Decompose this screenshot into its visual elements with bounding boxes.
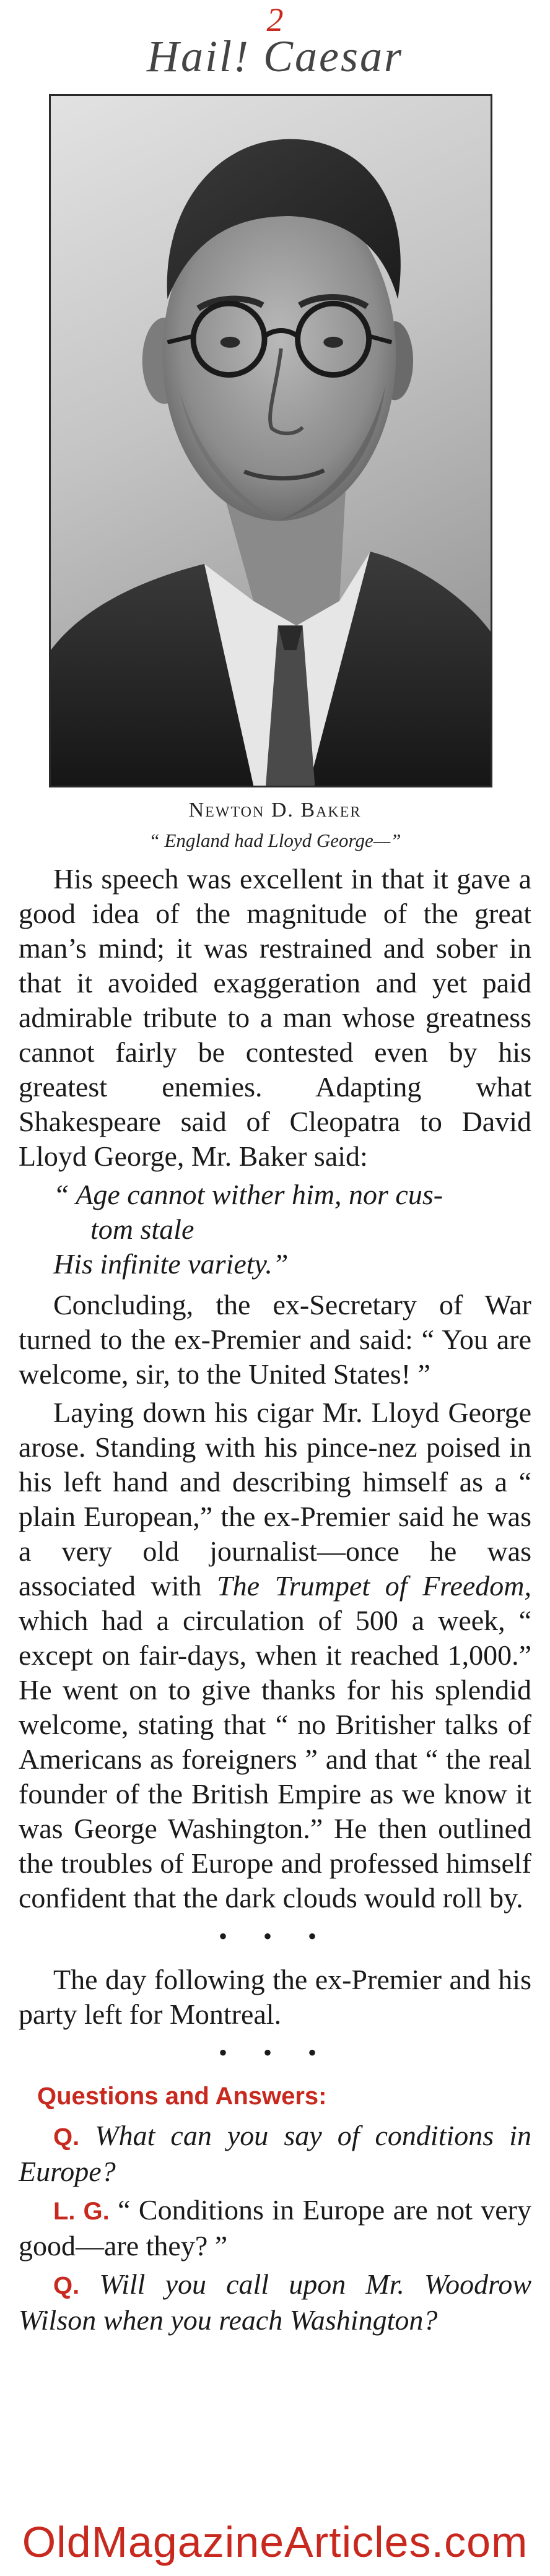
verse-line: tom stale [90,1213,194,1245]
portrait-illustration [51,96,491,786]
paragraph-text: which had a circulation of 500 a week, “ except on fair-days, when it reached 1,000.” He went on to give thanks for his splendid welcome, stating that “ no Britisher talks of Americans as foreigners ” and that “ the real founder of the British Empire as we know it was George Washington.” He then outlined the troubles of Europe and professed himself confident that the dark clouds would roll by. [19,1605,531,1914]
photo-caption-quote: “ England had Lloyd George—” [149,830,401,851]
qa-question [19,2118,531,2189]
section-separator: • • • [218,1922,331,1950]
question-text: What can you say of conditions in Europe? [19,2120,531,2187]
paragraph-concluding: Concluding, the ex-Secretary of War turned to the ex-Premier and said: “ You are welcome, sir, to the United States! ” [19,1289,531,1390]
page-title: Hail! Caesar [147,32,403,81]
site-watermark: OldMagazineArticles.com [22,2518,528,2566]
article-body [19,862,531,2341]
portrait-photo [49,94,492,787]
paragraph-text: Laying down his cigar Mr. Lloyd George arose. Standing with his pince-nez poised in his left hand and describing himself as a “ plain European,” the ex-Premier said he was a very old journalist—once he was associated with [19,1397,531,1602]
qa-question [19,2267,531,2338]
verse-line: “ Age cannot wither him, nor cus- [53,1179,443,1210]
question-tag: Q. [53,2123,80,2151]
qa-heading: Questions and Answers: [37,2083,327,2110]
shakespeare-verse [53,1177,531,1281]
answer-text: “ Conditions in Europe are not very good—are they? ” [19,2194,532,2262]
question-tag: Q. [53,2272,80,2299]
answer-tag: L. G. [53,2198,110,2225]
page-number: 2 [266,1,284,38]
qa-answer [19,2193,531,2263]
publication-title: The Trumpet of Freedom, [217,1570,531,1602]
question-text: Will you call upon Mr. Woodrow Wilson when you reach Washington? [19,2268,531,2336]
paragraph-speech: His speech was excellent in that it gave a good idea of the magnitude of the great man’s mind; it was restrained and sober in that it avoided exaggeration and yet paid admirable tribute to a man whose greatness cannot fairly be contested even by his greatest enemies. Adapting what Shakespeare said of Cleopatra to David Lloyd George, Mr. Baker said: [19,863,531,1172]
verse-line: His infinite variety.” [53,1248,289,1280]
paragraph-departure: The day following the ex-Premier and his party left for Montreal. [19,1964,531,2030]
section-separator: • • • [218,2039,331,2066]
photo-caption-name: Newton D. Baker [188,799,362,822]
paragraph-lloyd-george [19,1395,531,1915]
